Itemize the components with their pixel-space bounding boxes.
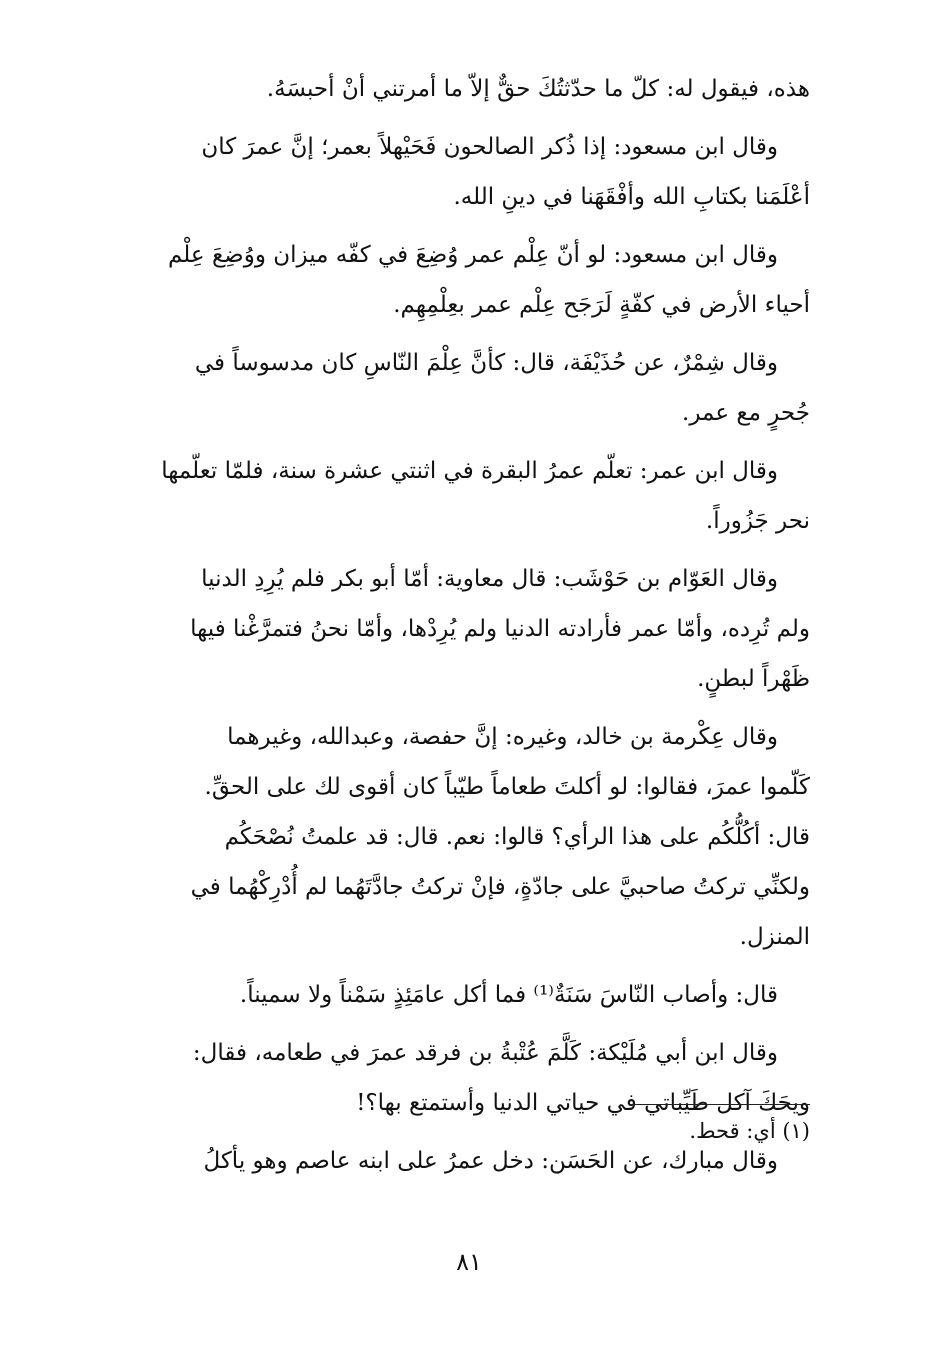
paragraph-9 [150, 1028, 810, 1128]
paragraph-7 [150, 712, 810, 962]
text-line: ولكنِّي تركتُ صاحبيَّ على جادّةٍ، فإنْ تركتُ جادَّتَهُما لم أُدْرِكْهُما في [190, 874, 810, 900]
text-line: ولم تُرِده، وأمّا عمر فأرادته الدنيا ولم يُرِدْها، وأمّا نحنُ فتمرَّغْنا فيها [190, 616, 810, 642]
text-line: وقال العَوّام بن حَوْشَب: قال معاوية: أمّا أبو بكر فلم يُرِدِ الدنيا [201, 566, 778, 592]
text-line: ظَهْراً لبطنٍ. [697, 666, 810, 692]
text-line: وقال ابن مسعود: لو أنّ عِلْم عمر وُضِعَ في كفّه ميزان ووُضِعَ عِلْم [167, 242, 778, 268]
paragraph-2 [150, 122, 810, 222]
paragraph-4 [150, 338, 810, 438]
text-line: وقال ابن مسعود: إذا ذُكر الصالحون فَحَيْهلاً بعمر؛ إنَّ عمرَ كان [201, 134, 778, 160]
paragraph-8 [150, 970, 810, 1020]
paragraph-3 [150, 230, 810, 330]
text-line: قال: أكُلُّكُم على هذا الرأي؟ قالوا: نعم. قال: قد علمتُ نُصْحَكُم [224, 824, 810, 850]
text-line: هذه، فيقول له: كلّ ما حدّثتُكَ حقٌّ إلاّ ما أمرتني أنْ أحبسَهُ. [266, 76, 810, 102]
text-line: وقال ابن عمر: تعلّم عمرُ البقرة في اثنتي عشرة سنة، فلمّا تعلّمها [161, 458, 778, 484]
text-line: وقال عِكْرمة بن خالد، وغيره: إنَّ حفصة، وعبدالله، وغيرهما [227, 724, 778, 750]
text-line: أعْلَمَنا بكتابِ الله وأفْقَهَنا في دينِ الله. [453, 184, 810, 210]
text-line: وقال ابن أبي مُلَيْكة: كَلَّمَ عُتْبةُ بن فرقد عمرَ في طعامه، فقال: [192, 1040, 778, 1066]
text-line: وقال مبارك، عن الحَسَن: دخل عمرُ على ابنه عاصم وهو يأكلُ [203, 1148, 778, 1174]
footnote: (١) أي: قحط. [689, 1119, 810, 1143]
text-line: نحر جَزُوراً. [705, 508, 810, 534]
text-line: قال: وأصاب النّاسَ سَنَةٌ⁽¹⁾ فما أكل عامَئِذٍ سَمْناً ولا سميناً. [239, 982, 778, 1008]
text-line: ويحَكَ آكل طَيِّباتي في حياتي الدنيا وأستمتع بها؟! [356, 1090, 810, 1116]
page-number: ٨١ [456, 1248, 482, 1276]
paragraph-5 [150, 446, 810, 546]
footnote-divider [630, 1104, 810, 1105]
paragraph-1 [150, 64, 810, 114]
text-line: وقال شِمْرٌ، عن حُذَيْفَة، قال: كأنَّ عِلْمَ النّاسِ كان مدسوساً في [194, 350, 778, 376]
page-body [150, 64, 810, 1194]
paragraph-6 [150, 554, 810, 704]
text-line: أحياء الأرض في كفّةٍ لَرَجَح عِلْم عمر بعِلْمِهِم. [393, 292, 810, 318]
text-line: المنزل. [739, 924, 810, 950]
text-line: جُحرٍ مع عمر. [682, 400, 810, 426]
text-line: كَلّموا عمرَ، فقالوا: لو أكلتَ طعاماً طيّباً كان أقوى لك على الحقِّ. [204, 774, 810, 800]
